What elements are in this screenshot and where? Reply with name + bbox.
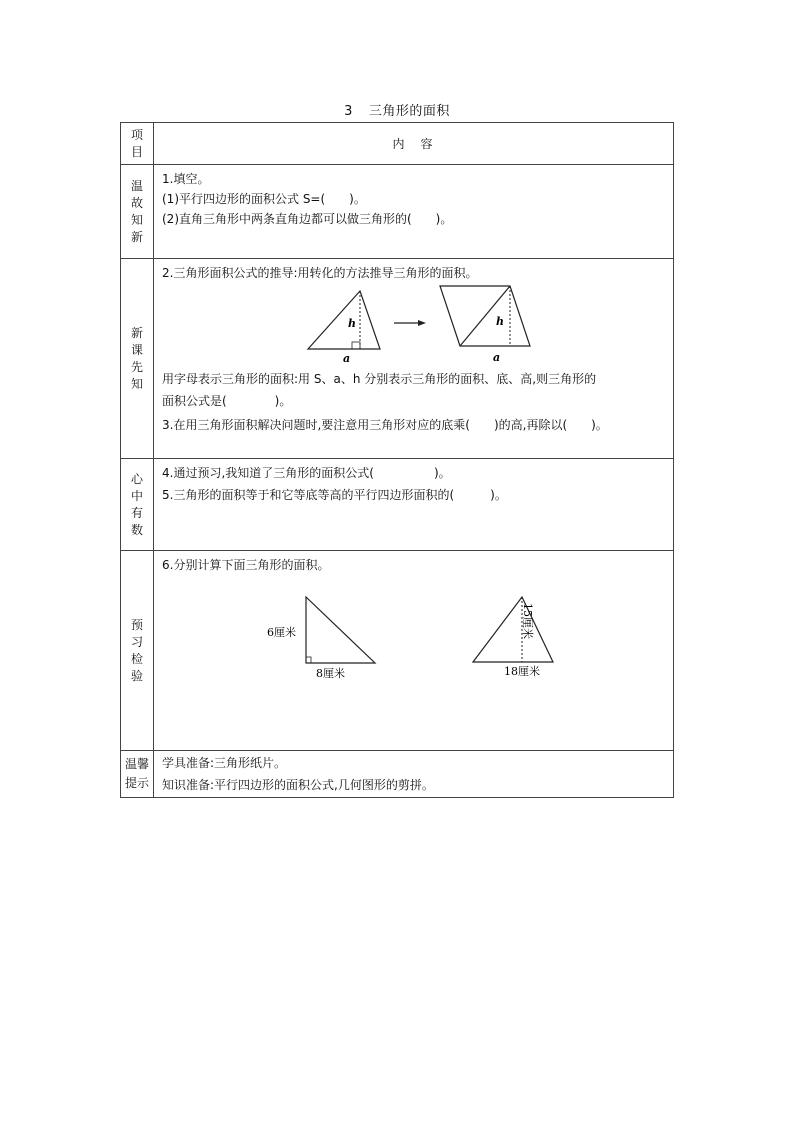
page-title (0, 100, 794, 119)
right-triangle-base-label: 8厘米 (316, 667, 345, 680)
acute-triangle-base-label: 18厘米 (504, 665, 540, 678)
content-new (154, 259, 674, 459)
mind-line-2: 5.三角形的面积等于和它等底等高的平行四边形面积的( )。 (162, 488, 507, 502)
lesson-title: 三角形的面积 (368, 104, 450, 119)
label-check: 预习检验 (121, 551, 154, 751)
derivation-figure (162, 283, 682, 363)
acute-triangle (473, 597, 553, 678)
new-line-3: 面积公式是( )。 (162, 394, 292, 408)
label-review: 温故知新 (121, 165, 154, 259)
header-project: 项目 (121, 123, 154, 165)
lesson-number: 3 (344, 104, 353, 119)
arrow-icon (394, 320, 426, 326)
label-mind: 心中有数 (121, 459, 154, 551)
header-row (121, 123, 674, 165)
row-mind (121, 459, 674, 551)
new-line-2: 用字母表示三角形的面积:用 S、a、h 分别表示三角形的面积、底、高,则三角形的 (162, 372, 597, 386)
tips-line-1: 学具准备:三角形纸片。 (162, 756, 287, 770)
triangle-figure (308, 291, 380, 365)
parallelogram-a-label: a (493, 351, 501, 364)
label-tips: 温馨 提示 (121, 751, 154, 798)
content-mind (154, 459, 674, 551)
row-check (121, 551, 674, 751)
acute-triangle-height-label: 15厘米 (521, 603, 534, 639)
tips-line-2: 知识准备:平行四边形的面积公式,几何图形的剪拼。 (162, 778, 434, 792)
review-line-1: 1.填空。 (162, 172, 210, 186)
right-triangle-side-label: 6厘米 (267, 626, 296, 639)
row-new (121, 259, 674, 459)
check-line-1: 6.分别计算下面三角形的面积。 (162, 558, 330, 572)
row-review (121, 165, 674, 259)
content-review (154, 165, 674, 259)
exercise-figure (162, 573, 682, 680)
content-tips (154, 751, 674, 798)
review-line-3: (2)直角三角形中两条直角边都可以做三角形的( )。 (162, 212, 453, 226)
worksheet-table (120, 122, 674, 798)
right-triangle (267, 597, 375, 680)
parallelogram-h-label: h (496, 315, 504, 328)
row-tips (121, 751, 674, 798)
mind-line-1: 4.通过预习,我知道了三角形的面积公式( )。 (162, 466, 451, 480)
new-line-1: 2.三角形面积公式的推导:用转化的方法推导三角形的面积。 (162, 266, 478, 280)
header-content: 内 容 (154, 123, 674, 165)
review-line-2: (1)平行四边形的面积公式 S=( )。 (162, 192, 366, 206)
parallelogram-figure (440, 286, 530, 364)
content-check (154, 551, 674, 751)
triangle-h-label: h (348, 317, 356, 330)
new-line-4: 3.在用三角形面积解决问题时,要注意用三角形对应的底乘( )的高,再除以( )。 (162, 418, 608, 432)
label-new: 新课先知 (121, 259, 154, 459)
triangle-a-label: a (343, 352, 351, 365)
